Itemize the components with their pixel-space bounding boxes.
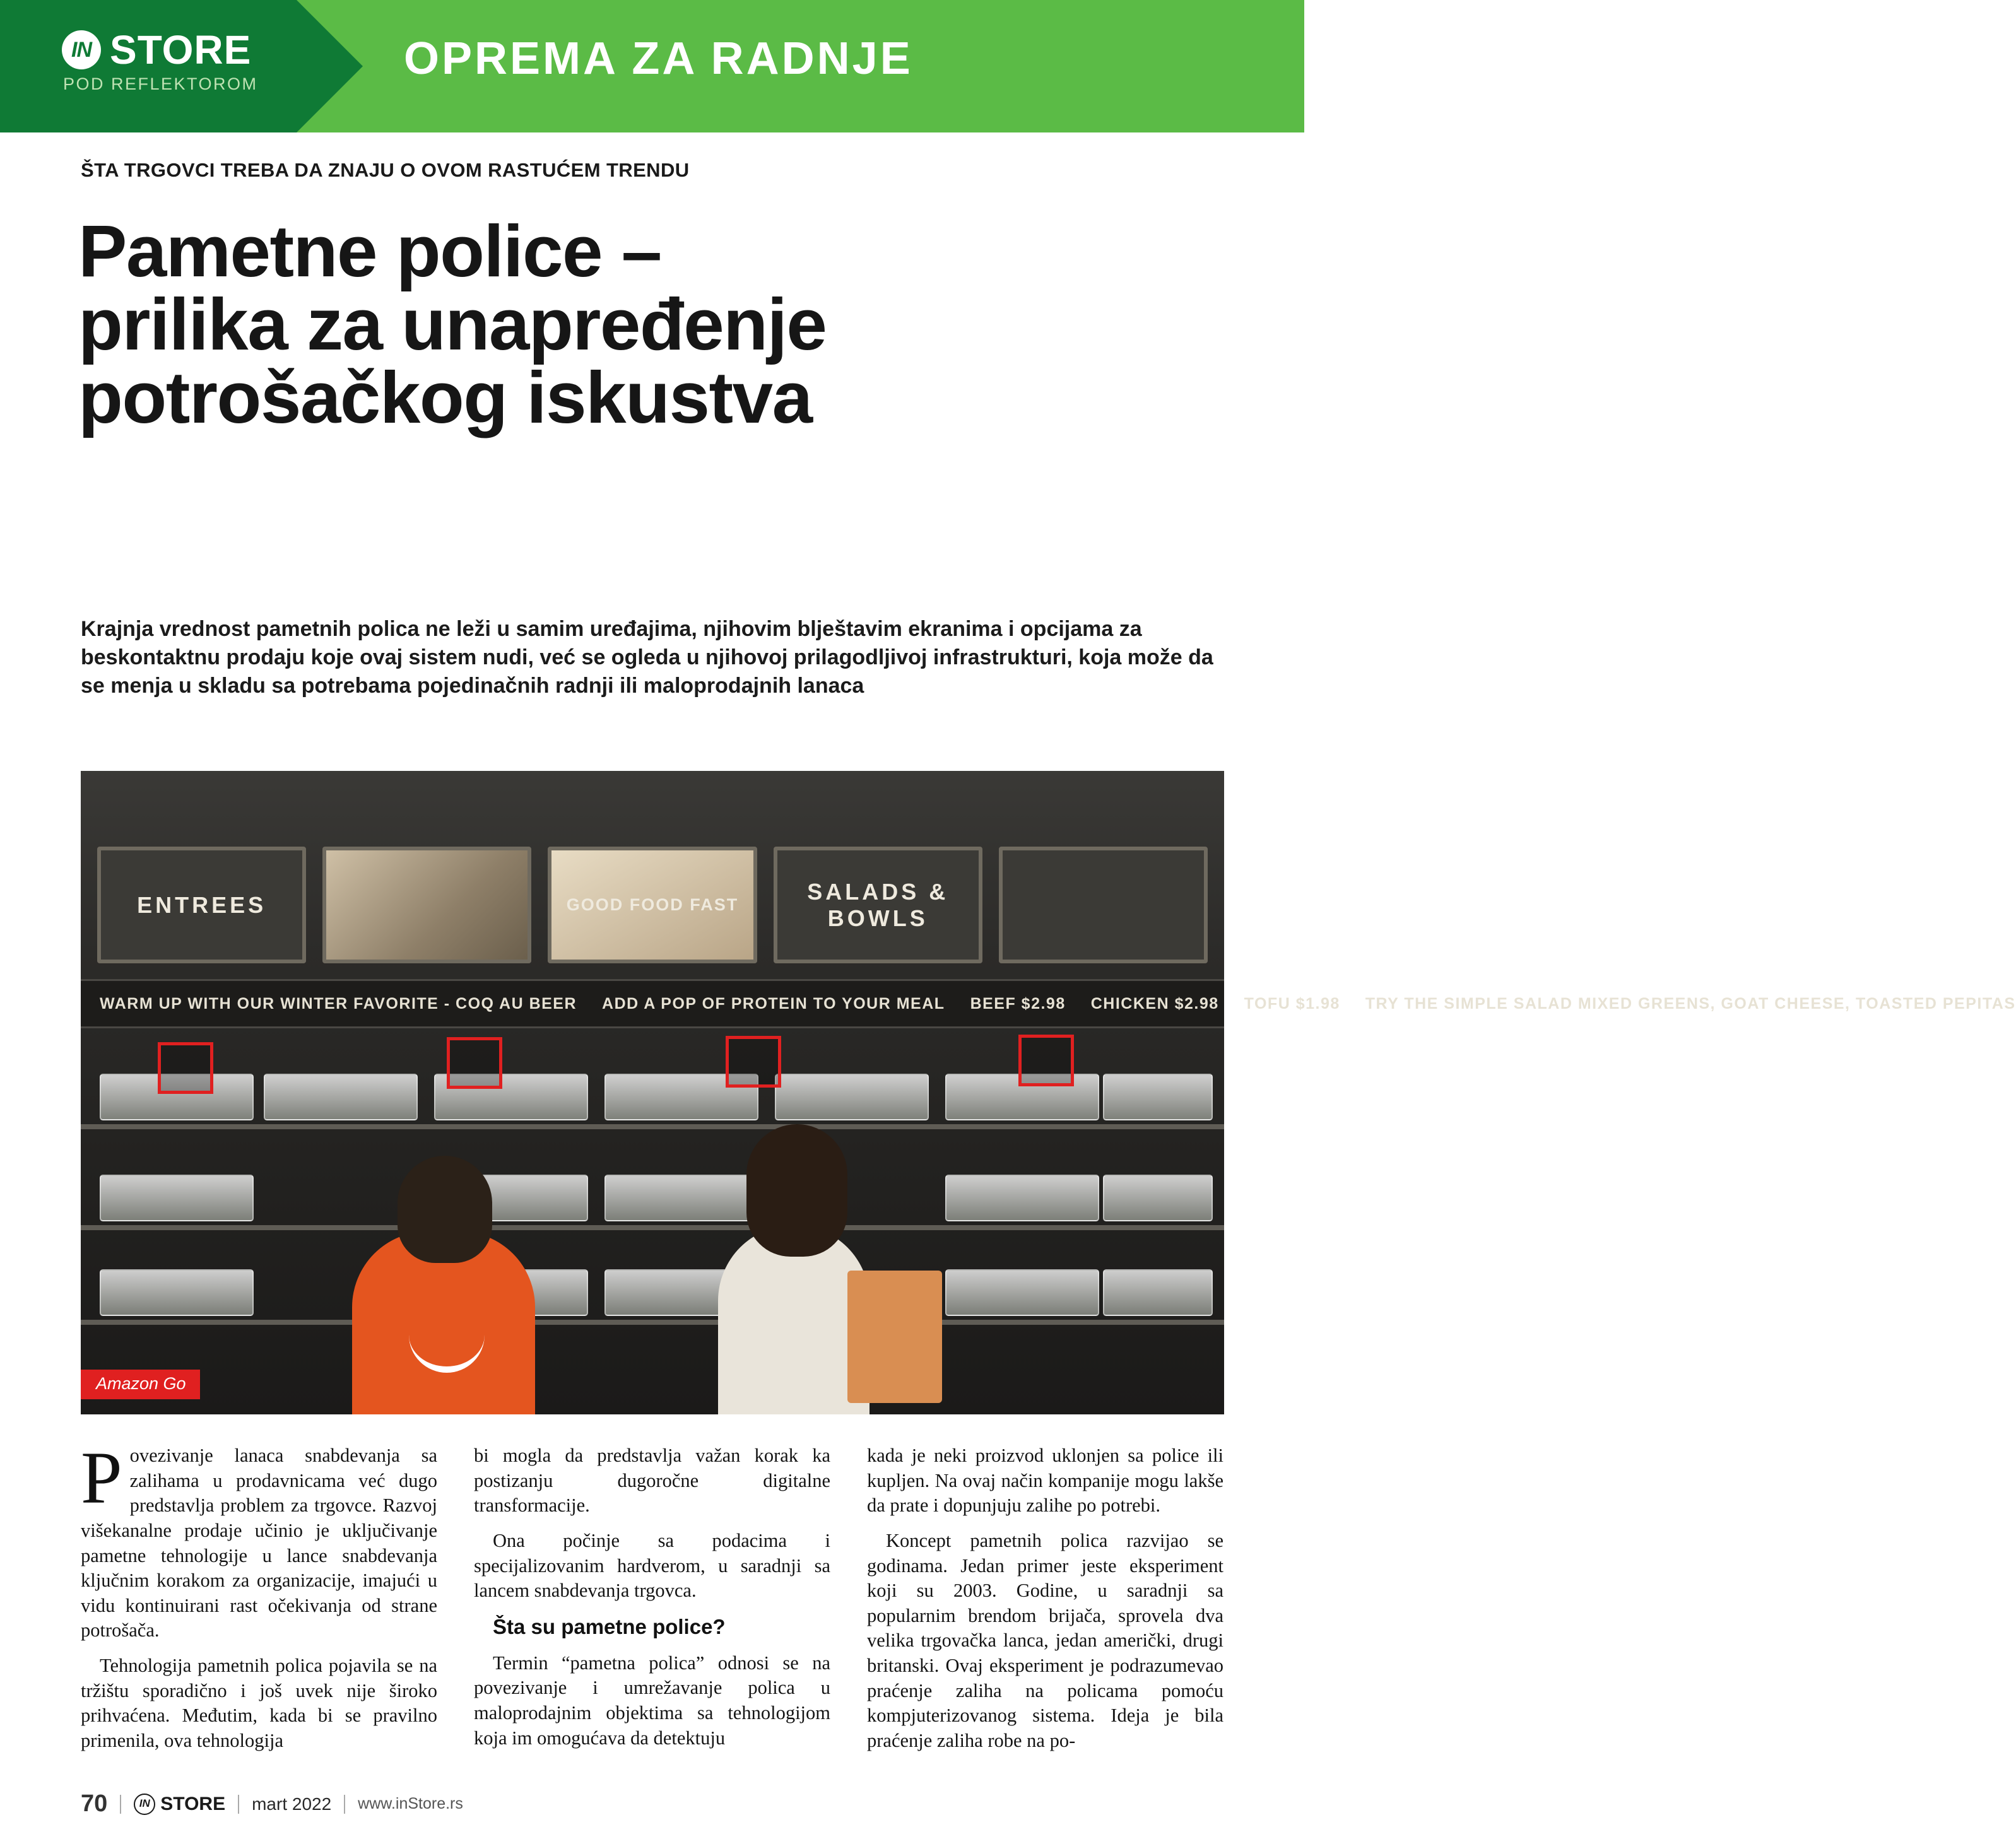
shelf-label-chicken: CHICKEN $2.98 bbox=[1090, 994, 1219, 1013]
photo-product-tray bbox=[775, 1074, 929, 1120]
photo-shopper-2 bbox=[718, 1225, 869, 1414]
body-subheading: Šta su pametne police? bbox=[493, 1614, 726, 1638]
brand-name: STORE bbox=[110, 27, 252, 73]
photo-shopper-2-head bbox=[746, 1124, 847, 1257]
body-column-1 bbox=[81, 1436, 437, 1759]
footer-brand-mark-icon: IN bbox=[134, 1794, 155, 1815]
photo-shelf-label-rail bbox=[81, 979, 2016, 1028]
photo-sign-good-food: GOOD FOOD FAST bbox=[548, 847, 757, 963]
headline-line-1: Pametne police – bbox=[78, 210, 661, 292]
sensor-highlight-box bbox=[1018, 1035, 1074, 1086]
page-header bbox=[0, 0, 1304, 132]
brand-subtitle: POD REFLEKTOROM bbox=[63, 74, 258, 93]
photo-product-tray bbox=[604, 1175, 758, 1221]
page-footer bbox=[81, 1790, 1224, 1818]
sensor-highlight-box bbox=[726, 1036, 781, 1088]
photo-shopper-1 bbox=[352, 1231, 535, 1414]
shelf-label-beef: BEEF $2.98 bbox=[970, 994, 1066, 1013]
shelf-label-protein: ADD A POP OF PROTEIN TO YOUR MEAL bbox=[602, 994, 945, 1013]
photo-product-tray bbox=[945, 1269, 1099, 1316]
footer-website-url[interactable]: www.inStore.rs bbox=[358, 1795, 463, 1812]
sensor-highlight-box bbox=[158, 1042, 213, 1094]
headline-line-2: prilika za unapređenje bbox=[78, 283, 827, 365]
brand-mark-icon: IN bbox=[62, 30, 101, 69]
photo-product-tray bbox=[1103, 1175, 1213, 1221]
photo-sign-entrees: ENTREES bbox=[97, 847, 306, 963]
body-column-2 bbox=[474, 1443, 830, 1759]
photo-product-tray bbox=[1103, 1269, 1213, 1316]
page-number: 70 bbox=[81, 1790, 108, 1817]
shelf-label-simple-salad: TRY THE SIMPLE SALAD MIXED GREENS, GOAT CHEESE, TOASTED PEPITAS bbox=[1365, 994, 2016, 1013]
body-paragraph: bi mogla da predstavlja važan korak ka postizanju dugoročne digitalne transformacije. bbox=[474, 1445, 830, 1517]
article-body bbox=[81, 1436, 1224, 1759]
photo-shopper-1-head bbox=[398, 1156, 492, 1263]
photo-product-tray bbox=[264, 1074, 418, 1120]
footer-divider bbox=[238, 1795, 239, 1814]
body-paragraph-text: ovezivanje lanaca snabdevanja sa zalihama u prodavnicama već dugo predstavlja problem za trgovce. Razvoj višekanalne prodaje učinio je uključivanje pametne tehnologije u lance snabdevanja ključnim korakom za organizacije, imajući u vidu kontinuirani rast očekivanja od strane potrošača. bbox=[81, 1445, 437, 1641]
photo-sign-salads: SALADS & BOWLS bbox=[774, 847, 982, 963]
photo-shelf-2 bbox=[81, 1225, 1224, 1230]
photo-credit: Amazon Go bbox=[81, 1370, 200, 1399]
shelf-label-coq-au-beer: WARM UP WITH OUR WINTER FAVORITE - COQ AU BEER bbox=[100, 994, 577, 1013]
sensor-highlight-box bbox=[447, 1037, 502, 1089]
body-column-3 bbox=[867, 1443, 1223, 1759]
body-paragraph: Koncept pametnih polica razvijao se godinama. Jedan primer jeste eksperiment koji su 2003. Godine, u saradnji sa popularnim brendom brijača, sprovela dva velika trgovačka lanca, jedan američki, drugi britanski. Ovaj eksperiment je podrazumevao praćenje zaliha na policama pomoću kompjuterizovanog sistema. Ideja je bila praćenje zaliha robe na po- bbox=[867, 1529, 1223, 1752]
section-title: OPREMA ZA RADNJE bbox=[404, 33, 913, 84]
article-photo bbox=[81, 771, 2016, 1414]
body-paragraph: Ona počinje sa podacima i specijalizovanim hardverom, u saradnji sa lancem snabdevanja trgovca. bbox=[474, 1529, 830, 1602]
photo-product-tray bbox=[100, 1269, 254, 1316]
photo-sign-image-2 bbox=[999, 847, 1208, 963]
body-paragraph: Tehnologija pametnih polica pojavila se na tržištu sporadično i još uvek nije široko prihvaćena. Međutim, kada bi se pravilno primenila, ova tehnologija bbox=[81, 1655, 437, 1752]
photo-shopping-bag bbox=[847, 1271, 942, 1403]
footer-brand-name: STORE bbox=[160, 1793, 226, 1814]
photo-shelf-1 bbox=[81, 1124, 1224, 1129]
page-title bbox=[78, 210, 1239, 438]
drop-cap: P bbox=[81, 1436, 122, 1519]
article-standfirst: Krajnja vrednost pametnih polica ne leži u samim uređajima, njihovim blještavim ekranima i opcijama za beskontaktnu prodaju koje ovaj sistem nudi, već se ogleda u njihovoj prilagodljivoj infrastrukturi, koja može da se menja u skladu sa potrebama pojedinačnih radnji ili maloprodajnih lanaca bbox=[81, 617, 1213, 698]
body-paragraph: kada je neki proizvod uklonjen sa police ili kupljen. Na ovaj način kompanije mogu lakše da prate i dopunjuju zalihe po potrebi. bbox=[867, 1445, 1223, 1517]
photo-sign-row bbox=[81, 847, 1224, 963]
footer-issue-date: mart 2022 bbox=[252, 1794, 332, 1814]
footer-divider bbox=[120, 1795, 121, 1814]
shelf-label-tofu: TOFU $1.98 bbox=[1244, 994, 1340, 1013]
body-paragraph bbox=[81, 1436, 437, 1643]
header-arrow-shape bbox=[297, 0, 363, 132]
photo-product-tray bbox=[945, 1175, 1099, 1221]
photo-product-tray bbox=[1103, 1074, 1213, 1120]
headline-line-3: potrošačkog iskustva bbox=[78, 356, 812, 438]
footer-logo bbox=[134, 1794, 225, 1815]
photo-shelf-3 bbox=[81, 1320, 1224, 1325]
article-kicker: ŠTA TRGOVCI TREBA DA ZNAJU O OVOM RASTUĆEM TRENDU bbox=[81, 159, 690, 181]
footer-divider bbox=[344, 1795, 345, 1814]
body-paragraph: Termin “pametna polica” odnosi se na povezivanje i umrežavanje polica u maloprodajnim objektima sa tehnologijom koja im omogućava da detektuju bbox=[474, 1652, 830, 1749]
photo-sign-image-1 bbox=[322, 847, 531, 963]
brand-logo bbox=[62, 27, 252, 73]
photo-product-tray bbox=[100, 1175, 254, 1221]
